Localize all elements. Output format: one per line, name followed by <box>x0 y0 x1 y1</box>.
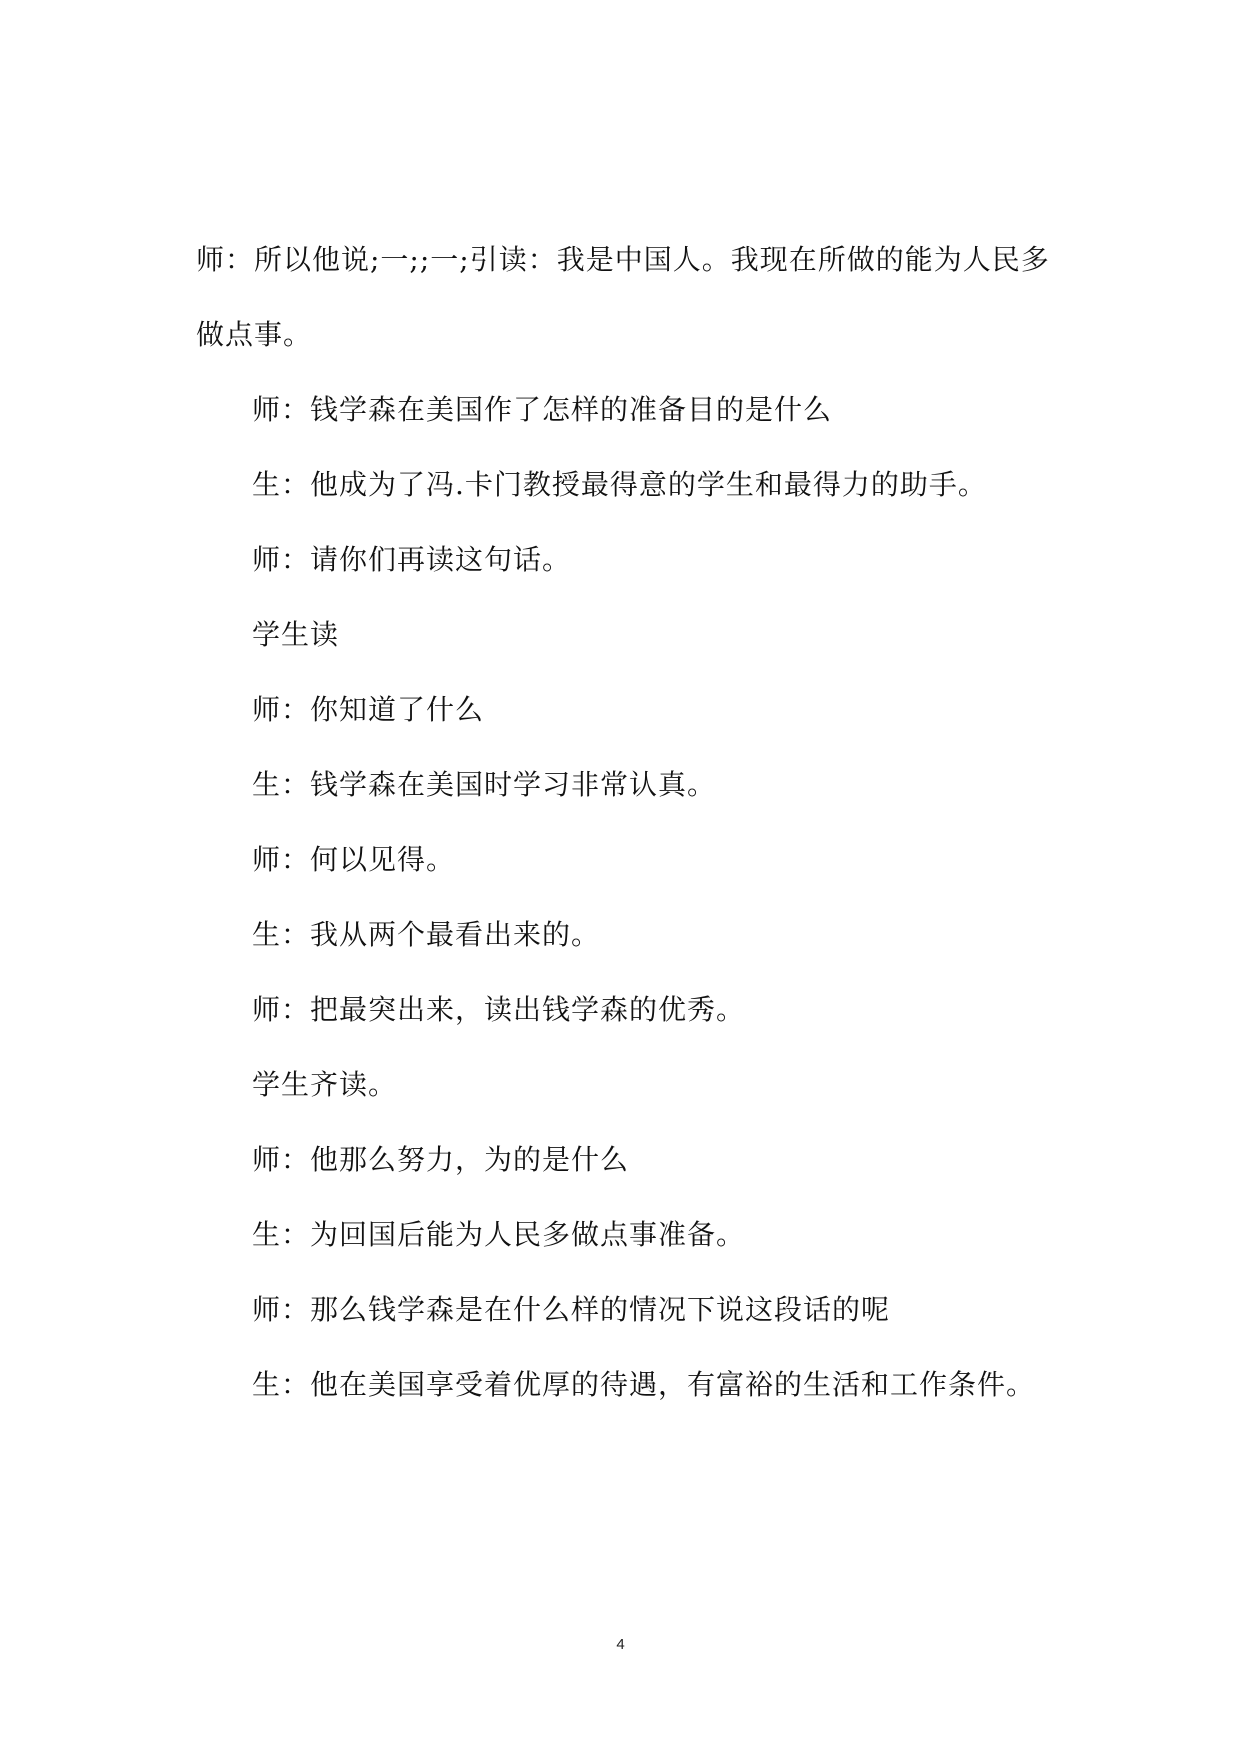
paragraph: 生：他在美国享受着优厚的待遇，有富裕的生活和工作条件。 <box>252 1368 1036 1401</box>
paragraph: 生：他成为了冯.卡门教授最得意的学生和最得力的助手。 <box>252 468 987 501</box>
paragraph: 师：那么钱学森是在什么样的情况下说这段话的呢 <box>252 1293 891 1326</box>
paragraph: 学生齐读。 <box>252 1068 398 1101</box>
paragraph: 师：把最突出来，读出钱学森的优秀。 <box>252 993 746 1026</box>
paragraph-line: 做点事。 <box>196 318 313 351</box>
paragraph: 生：钱学森在美国时学习非常认真。 <box>252 768 717 801</box>
paragraph-line: 师：所以他说;一;;一;引读：我是中国人。我现在所做的能为人民多 <box>196 243 1050 276</box>
paragraph: 师：钱学森在美国作了怎样的准备目的是什么 <box>252 393 833 426</box>
paragraph: 师：你知道了什么 <box>252 693 485 726</box>
paragraph: 师：他那么努力，为的是什么 <box>252 1143 630 1176</box>
paragraph: 师：请你们再读这句话。 <box>252 543 572 576</box>
paragraph: 师：何以见得。 <box>252 843 456 876</box>
page-number: 4 <box>616 1636 625 1653</box>
paragraph: 学生读 <box>252 618 340 651</box>
document-body <box>196 222 1058 1422</box>
paragraph: 生：为回国后能为人民多做点事准备。 <box>252 1218 746 1251</box>
paragraph: 生：我从两个最看出来的。 <box>252 918 601 951</box>
